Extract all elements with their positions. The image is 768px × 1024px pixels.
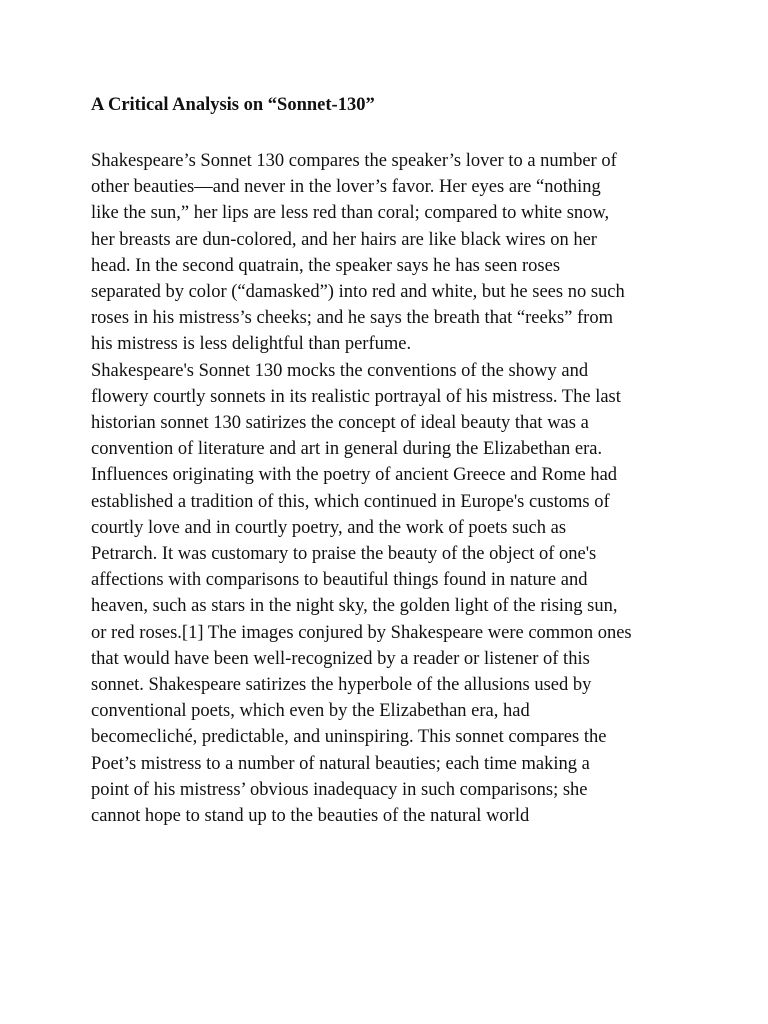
text-line: head. In the second quatrain, the speaker says he has seen roses bbox=[91, 255, 561, 276]
text-line: his mistress is less delightful than perfume. bbox=[91, 334, 412, 355]
text-line: like the sun,” her lips are less red than coral; compared to white snow, bbox=[91, 203, 610, 224]
text-line: Petrarch. It was customary to praise the beauty of the object of one's bbox=[91, 544, 597, 565]
text-line: Influences originating with the poetry of ancient Greece and Rome had bbox=[91, 465, 618, 486]
text-line: roses in his mistress’s cheeks; and he says the breath that “reeks” from bbox=[91, 308, 613, 329]
text-line: becomecliché, predictable, and uninspiring. This sonnet compares the bbox=[91, 727, 607, 748]
text-line: separated by color (“damasked”) into red and white, but he sees no such bbox=[91, 282, 625, 303]
essay-text bbox=[91, 148, 683, 829]
text-line: conventional poets, which even by the Elizabethan era, had bbox=[91, 701, 530, 722]
text-line: or red roses.[1] The images conjured by Shakespeare were common ones bbox=[91, 622, 632, 643]
text-line: courtly love and in courtly poetry, and the work of poets such as bbox=[91, 517, 567, 538]
text-line: Poet’s mistress to a number of natural beauties; each time making a bbox=[91, 753, 590, 774]
text-line: Shakespeare’s Sonnet 130 compares the speaker’s lover to a number of bbox=[91, 151, 617, 171]
text-line: historian sonnet 130 satirizes the concept of ideal beauty that was a bbox=[91, 413, 589, 434]
document-body bbox=[91, 92, 683, 829]
text-line: point of his mistress’ obvious inadequacy in such comparisons; she bbox=[91, 779, 588, 800]
text-line: sonnet. Shakespeare satirizes the hyperbole of the allusions used by bbox=[91, 675, 592, 696]
text-line: convention of literature and art in general during the Elizabethan era. bbox=[91, 439, 603, 460]
text-line: that would have been well-recognized by a reader or listener of this bbox=[91, 648, 590, 669]
text-line: other beauties—and never in the lover’s favor. Her eyes are “nothing bbox=[91, 177, 601, 198]
text-line: affections with comparisons to beautiful things found in nature and bbox=[91, 570, 588, 591]
text-line: Shakespeare's Sonnet 130 mocks the conventions of the showy and bbox=[91, 360, 589, 381]
text-line: cannot hope to stand up to the beauties of the natural world bbox=[91, 806, 530, 827]
text-line: flowery courtly sonnets in its realistic portrayal of his mistress. The last bbox=[91, 386, 621, 407]
text-line: established a tradition of this, which continued in Europe's customs of bbox=[91, 491, 610, 512]
text-line: heaven, such as stars in the night sky, the golden light of the rising sun, bbox=[91, 596, 618, 617]
document-title: A Critical Analysis on “Sonnet-130” bbox=[91, 95, 375, 115]
text-line: her breasts are dun-colored, and her hairs are like black wires on her bbox=[91, 229, 597, 250]
